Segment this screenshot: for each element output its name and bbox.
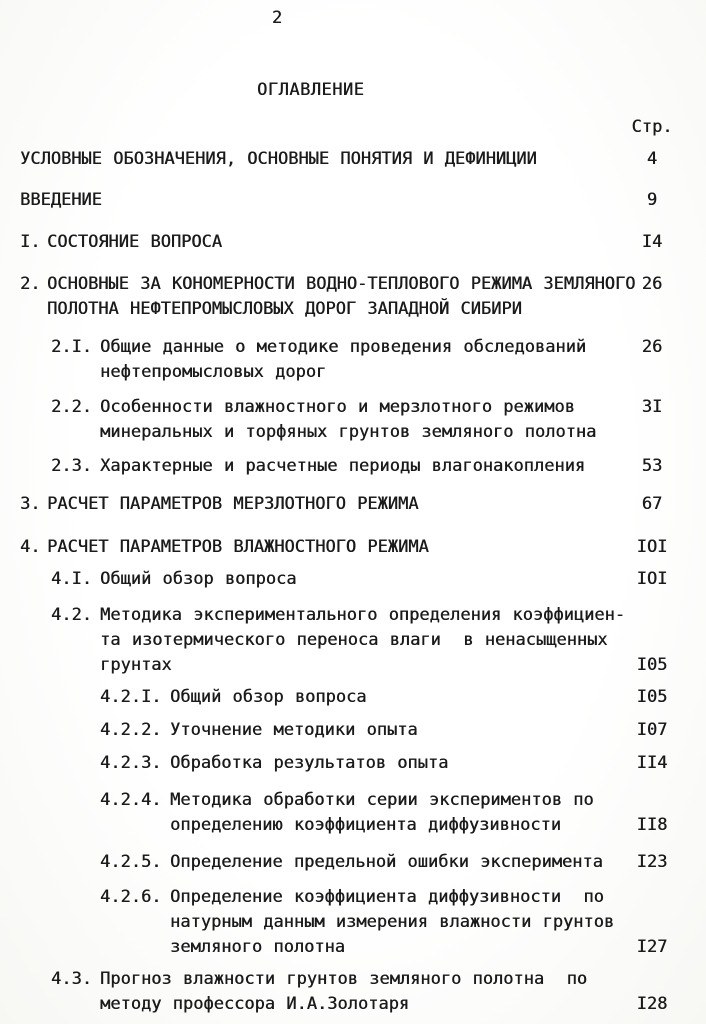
toc-entry-number: 4.2.5. bbox=[100, 852, 162, 872]
toc-entry-text bbox=[100, 395, 596, 445]
toc-entry-line: определению коэффициента диффузивности bbox=[170, 815, 561, 835]
toc-entry-line: УСЛОВНЫЕ ОБОЗНАЧЕНИЯ, ОСНОВНЫЕ ПОНЯТИЯ И ДЕФИНИЦИИ bbox=[20, 149, 537, 169]
toc-entry bbox=[0, 272, 706, 322]
toc-title: ОГЛАВЛЕНИЕ bbox=[257, 80, 365, 100]
toc-entry-text bbox=[47, 492, 418, 517]
toc-entry bbox=[0, 788, 706, 838]
toc-entry bbox=[0, 967, 706, 1017]
toc-entry-page-number: 26 bbox=[641, 274, 663, 294]
toc-entry-text bbox=[47, 230, 222, 255]
toc-entry bbox=[0, 492, 706, 517]
toc-entry-text bbox=[170, 788, 594, 838]
sheet-page-number: 2 bbox=[271, 8, 283, 28]
toc-entry-line: ПОЛОТНА НЕФТЕПРОМЫСЛОВЫХ ДОРОГ ЗАПАДНОЙ СИБИРИ bbox=[47, 299, 522, 319]
toc-entry bbox=[0, 885, 706, 960]
toc-entry-text bbox=[20, 188, 102, 213]
toc-entry-line: Характерные и расчетные периоды влагонакопления bbox=[100, 456, 586, 476]
toc-entry-page-number: I28 bbox=[636, 994, 668, 1014]
toc-entry bbox=[0, 335, 706, 385]
toc-entry-line: Уточнение методики опыта bbox=[170, 720, 418, 740]
page-column-header: Стр. bbox=[631, 117, 673, 137]
toc-entry bbox=[0, 603, 706, 678]
toc-entry-number: 4.2.4. bbox=[100, 790, 162, 810]
toc-entry-text bbox=[170, 885, 614, 960]
toc-entry bbox=[0, 718, 706, 743]
toc-entry-line: натурным данным измерения влажности грунтов bbox=[170, 912, 615, 932]
toc-entry bbox=[0, 685, 706, 710]
toc-entry bbox=[0, 850, 706, 875]
toc-entry-number: 4.3. bbox=[51, 969, 92, 989]
toc-entry-text bbox=[20, 147, 537, 172]
toc-entry-line: грунтах bbox=[100, 655, 172, 675]
toc-entry-line: РАСЧЕТ ПАРАМЕТРОВ МЕРЗЛОТНОГО РЕЖИМА bbox=[47, 494, 419, 514]
toc-entry-number: 2.I. bbox=[51, 337, 92, 357]
toc-entry-page-number: II8 bbox=[636, 815, 668, 835]
toc-entry-page-number: 3I bbox=[641, 397, 663, 417]
toc-entry-text bbox=[47, 272, 635, 322]
toc-entry-page-number: 53 bbox=[641, 456, 663, 476]
toc-entry-line: ОСНОВНЫЕ ЗА КОНОМЕРНОСТИ ВОДНО-ТЕПЛОВОГО РЕЖИМА ЗЕМЛЯНОГО bbox=[47, 274, 636, 294]
toc-entry-page-number: I05 bbox=[636, 655, 668, 675]
toc-entry-line: Общий обзор вопроса bbox=[170, 687, 367, 707]
toc-entry-page-number: I23 bbox=[636, 852, 668, 872]
toc-entry-line: Определение коэффициента диффузивности по bbox=[170, 887, 604, 907]
toc-entry-number: 3. bbox=[20, 494, 41, 514]
toc-entry-text bbox=[100, 454, 585, 479]
toc-entry-line: Методика экспериментального определения коэффициен- bbox=[100, 605, 625, 625]
toc-entry-number: 4.2.2. bbox=[100, 720, 162, 740]
toc-entry-number: 4.2.3. bbox=[100, 753, 162, 773]
toc-entry-page-number: I07 bbox=[636, 720, 668, 740]
toc-entry-page-number: I05 bbox=[636, 687, 668, 707]
toc-entry-number: 4.2. bbox=[51, 605, 92, 625]
toc-entry-line: Определение предельной ошибки эксперимента bbox=[170, 852, 603, 872]
toc-entry-line: Прогноз влажности грунтов земляного полотна по bbox=[100, 969, 588, 989]
toc-entry bbox=[0, 230, 706, 255]
toc-entry-number: I. bbox=[20, 232, 41, 252]
toc-entry-line: нефтепромысловых дорог bbox=[100, 362, 327, 382]
toc-entry bbox=[0, 751, 706, 776]
toc-entry-line: Общие данные о методике проведения обследований bbox=[100, 337, 587, 357]
toc-entry-line: Методика обработки серии экспериментов по bbox=[170, 790, 594, 810]
toc-entry-text bbox=[100, 603, 625, 678]
toc-entry-line: Обработка результатов опыта bbox=[170, 753, 449, 773]
toc-entry-page-number: 9 bbox=[646, 190, 658, 210]
toc-entry-text bbox=[170, 718, 418, 743]
toc-entry-line: методу профессора И.А.Золотаря bbox=[100, 994, 410, 1014]
toc-entry-page-number: 67 bbox=[641, 494, 663, 514]
toc-entry-line: Общий обзор вопроса bbox=[100, 569, 297, 589]
toc-entry bbox=[0, 395, 706, 445]
toc-entry bbox=[0, 188, 706, 213]
toc-entry-line: земляного полотна bbox=[170, 937, 345, 957]
toc-entry-page-number: IOI bbox=[636, 569, 668, 589]
toc-entry-text bbox=[170, 850, 603, 875]
toc-entry-line: СОСТОЯНИЕ ВОПРОСА bbox=[47, 232, 222, 252]
toc-entry-page-number: 4 bbox=[646, 149, 658, 169]
toc-entry-page-number: I4 bbox=[641, 232, 663, 252]
toc-entry bbox=[0, 567, 706, 592]
toc-entry-line: РАСЧЕТ ПАРАМЕТРОВ ВЛАЖНОСТНОГО РЕЖИМА bbox=[47, 537, 429, 557]
toc-entry-line: та изотермического переноса влаги в ненасыщенных bbox=[100, 630, 608, 650]
toc-entry-number: 4.I. bbox=[51, 569, 92, 589]
toc-entry bbox=[0, 147, 706, 172]
toc-list bbox=[0, 147, 706, 1017]
toc-entry-line: Особенности влажностного и мерзлотного режимов bbox=[100, 397, 575, 417]
toc-entry-page-number: II4 bbox=[636, 753, 668, 773]
toc-entry-number: 4.2.6. bbox=[100, 887, 162, 907]
toc-entry-number: 4. bbox=[20, 537, 41, 557]
toc-entry-text bbox=[47, 535, 429, 560]
toc-entry bbox=[0, 454, 706, 479]
toc-entry-number: 2.3. bbox=[51, 456, 92, 476]
toc-entry-page-number: I27 bbox=[636, 937, 668, 957]
toc-entry-text bbox=[170, 685, 366, 710]
toc-entry bbox=[0, 535, 706, 560]
toc-entry-text bbox=[170, 751, 448, 776]
toc-entry-page-number: 26 bbox=[641, 337, 663, 357]
toc-entry-text bbox=[100, 335, 586, 385]
toc-entry-page-number: IOI bbox=[636, 537, 668, 557]
toc-entry-line: минеральных и торфяных грунтов земляного полотна bbox=[100, 422, 597, 442]
toc-entry-number: 2. bbox=[20, 274, 41, 294]
toc-entry-number: 2.2. bbox=[51, 397, 92, 417]
toc-entry-line: ВВЕДЕНИЕ bbox=[20, 190, 102, 210]
toc-entry-text bbox=[100, 567, 296, 592]
toc-entry-number: 4.2.I. bbox=[100, 687, 162, 707]
toc-entry-text bbox=[100, 967, 587, 1017]
